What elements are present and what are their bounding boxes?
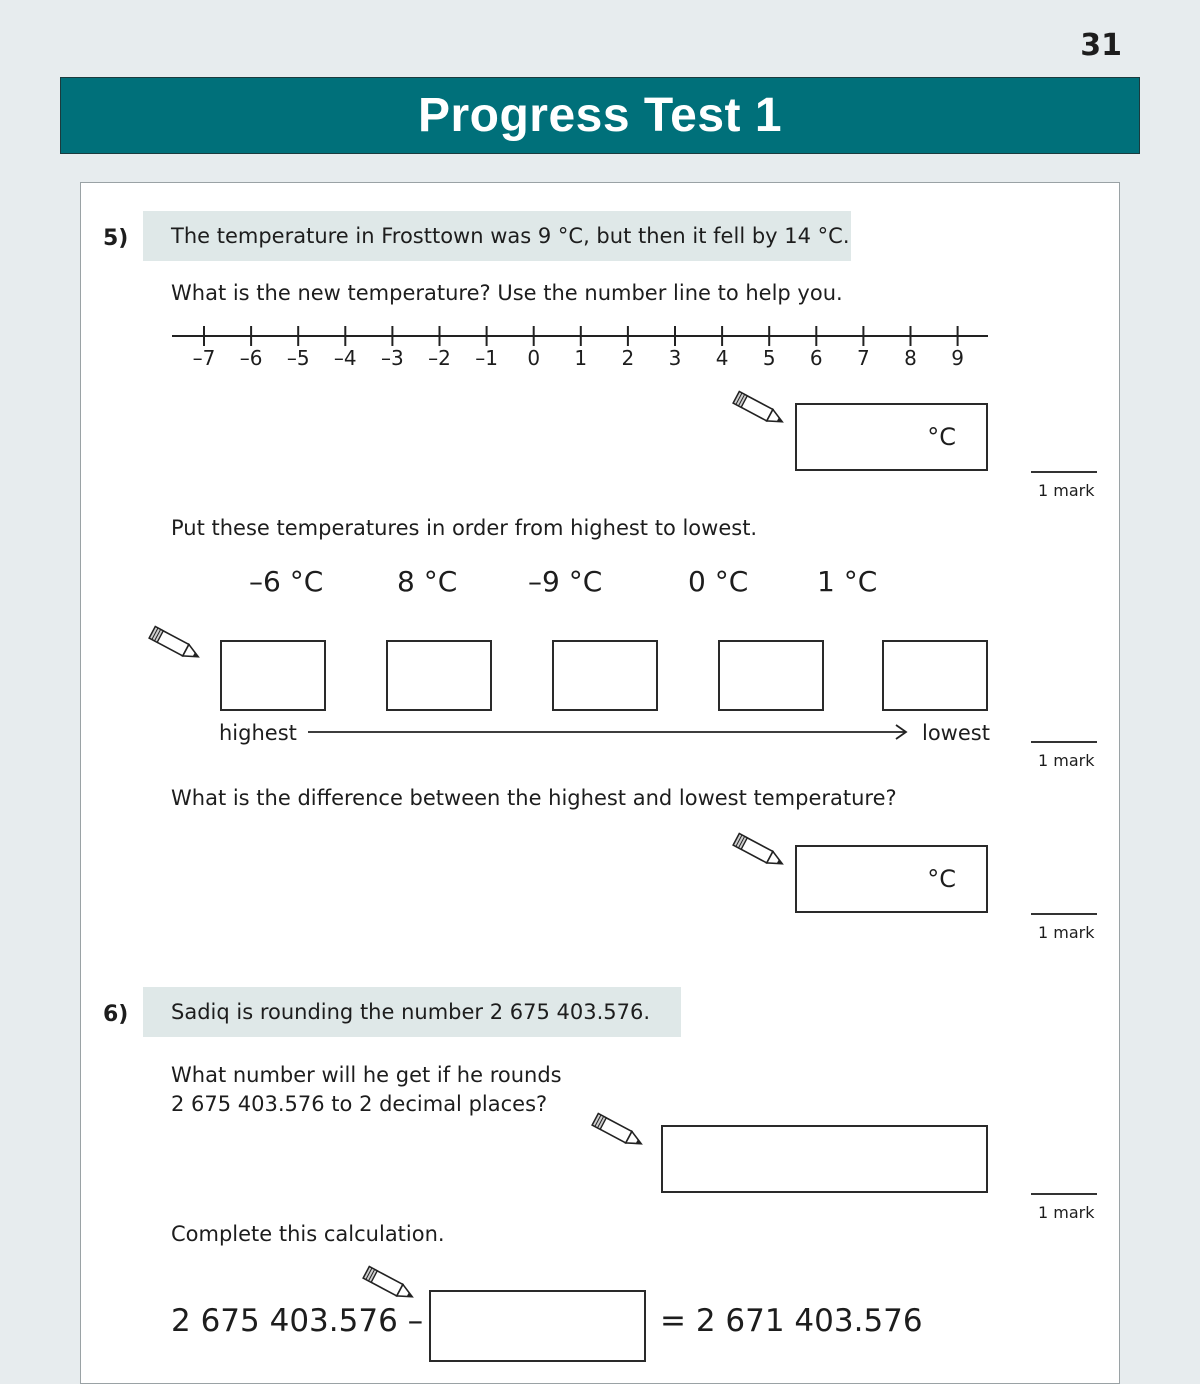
page-title: Progress Test 1 (417, 89, 783, 142)
question-5a-text: What is the new temperature? Use the number line to help you. (171, 281, 843, 305)
temperature-item: 8 °C (397, 565, 458, 598)
number-line-tick-label: 6 (809, 346, 823, 370)
number-line-tick-label: –4 (333, 346, 357, 370)
order-arrow (308, 722, 910, 742)
mark-label-6a: 1 mark (1038, 1203, 1095, 1222)
question-5b-text: Put these temperatures in order from highest to lowest. (171, 516, 758, 540)
highest-label: highest (219, 721, 297, 745)
calculation-left: 2 675 403.576 – (171, 1303, 424, 1339)
answer-box-5c[interactable] (795, 845, 988, 913)
temperature-item: 1 °C (817, 565, 878, 598)
number-line-tick-label: –5 (286, 346, 310, 370)
question-6b-text: Complete this calculation. (171, 1222, 445, 1246)
order-box-3[interactable] (552, 640, 658, 711)
mark-label-5b: 1 mark (1038, 751, 1095, 770)
number-line-tick-label: 8 (904, 346, 917, 370)
mark-label-5a: 1 mark (1038, 481, 1095, 500)
question-6-prompt-bar (143, 987, 681, 1037)
number-line-tick-label: 3 (668, 346, 682, 370)
answer-box-5a[interactable] (795, 403, 988, 471)
number-line-tick-label: –6 (239, 346, 263, 370)
number-line-tick-label: –7 (192, 346, 216, 370)
question-6a-text-line2: 2 675 403.576 to 2 decimal places? (171, 1092, 548, 1116)
question-5-number: 5) (103, 226, 129, 251)
page-number: 31 (1080, 28, 1122, 63)
order-box-1[interactable] (220, 640, 326, 711)
order-box-5[interactable] (882, 640, 988, 711)
number-line-tick-label: 0 (527, 346, 541, 370)
order-box-2[interactable] (386, 640, 492, 711)
mark-line-6a (1031, 1193, 1097, 1195)
number-line-tick-label: –1 (475, 346, 498, 370)
number-line-tick-label: 2 (621, 346, 635, 370)
question-5-prompt: The temperature in Frosttown was 9 °C, but then it fell by 14 °C. (171, 224, 850, 248)
number-line-tick-label: –2 (428, 346, 451, 370)
unit-celsius-5c: °C (927, 865, 956, 893)
mark-line-5b (1031, 741, 1097, 743)
number-line-tick-label: 7 (857, 346, 870, 370)
mark-label-5c: 1 mark (1038, 923, 1095, 942)
order-box-4[interactable] (718, 640, 824, 711)
temperature-item: –9 °C (528, 565, 603, 598)
mark-line-5c (1031, 913, 1097, 915)
answer-box-6b[interactable] (429, 1290, 646, 1362)
number-line-tick-label: 4 (715, 346, 729, 370)
temperature-item: 0 °C (688, 565, 749, 598)
number-line-tick-label: –3 (381, 346, 404, 370)
calculation-right: = 2 671 403.576 (660, 1303, 923, 1339)
unit-celsius-5a: °C (927, 423, 956, 451)
temperature-item: –6 °C (249, 565, 324, 598)
lowest-label: lowest (922, 721, 990, 745)
number-line-tick-label: 5 (762, 346, 776, 370)
pencil-icon (727, 390, 791, 430)
mark-line-5a (1031, 471, 1097, 473)
question-5c-text: What is the difference between the highest and lowest temperature? (171, 786, 897, 810)
pencil-icon (586, 1112, 650, 1152)
question-6a-text-line1: What number will he get if he rounds (171, 1063, 562, 1087)
pencil-icon (727, 832, 791, 872)
question-6-prompt: Sadiq is rounding the number 2 675 403.576. (171, 1000, 651, 1024)
pencil-icon (143, 625, 207, 665)
pencil-icon (357, 1265, 421, 1305)
number-line-tick-label: 9 (951, 346, 964, 370)
number-line (0, 0, 1200, 400)
question-6-number: 6) (103, 1002, 129, 1027)
answer-box-6a[interactable] (661, 1125, 988, 1193)
number-line-tick-label: 1 (574, 346, 588, 370)
